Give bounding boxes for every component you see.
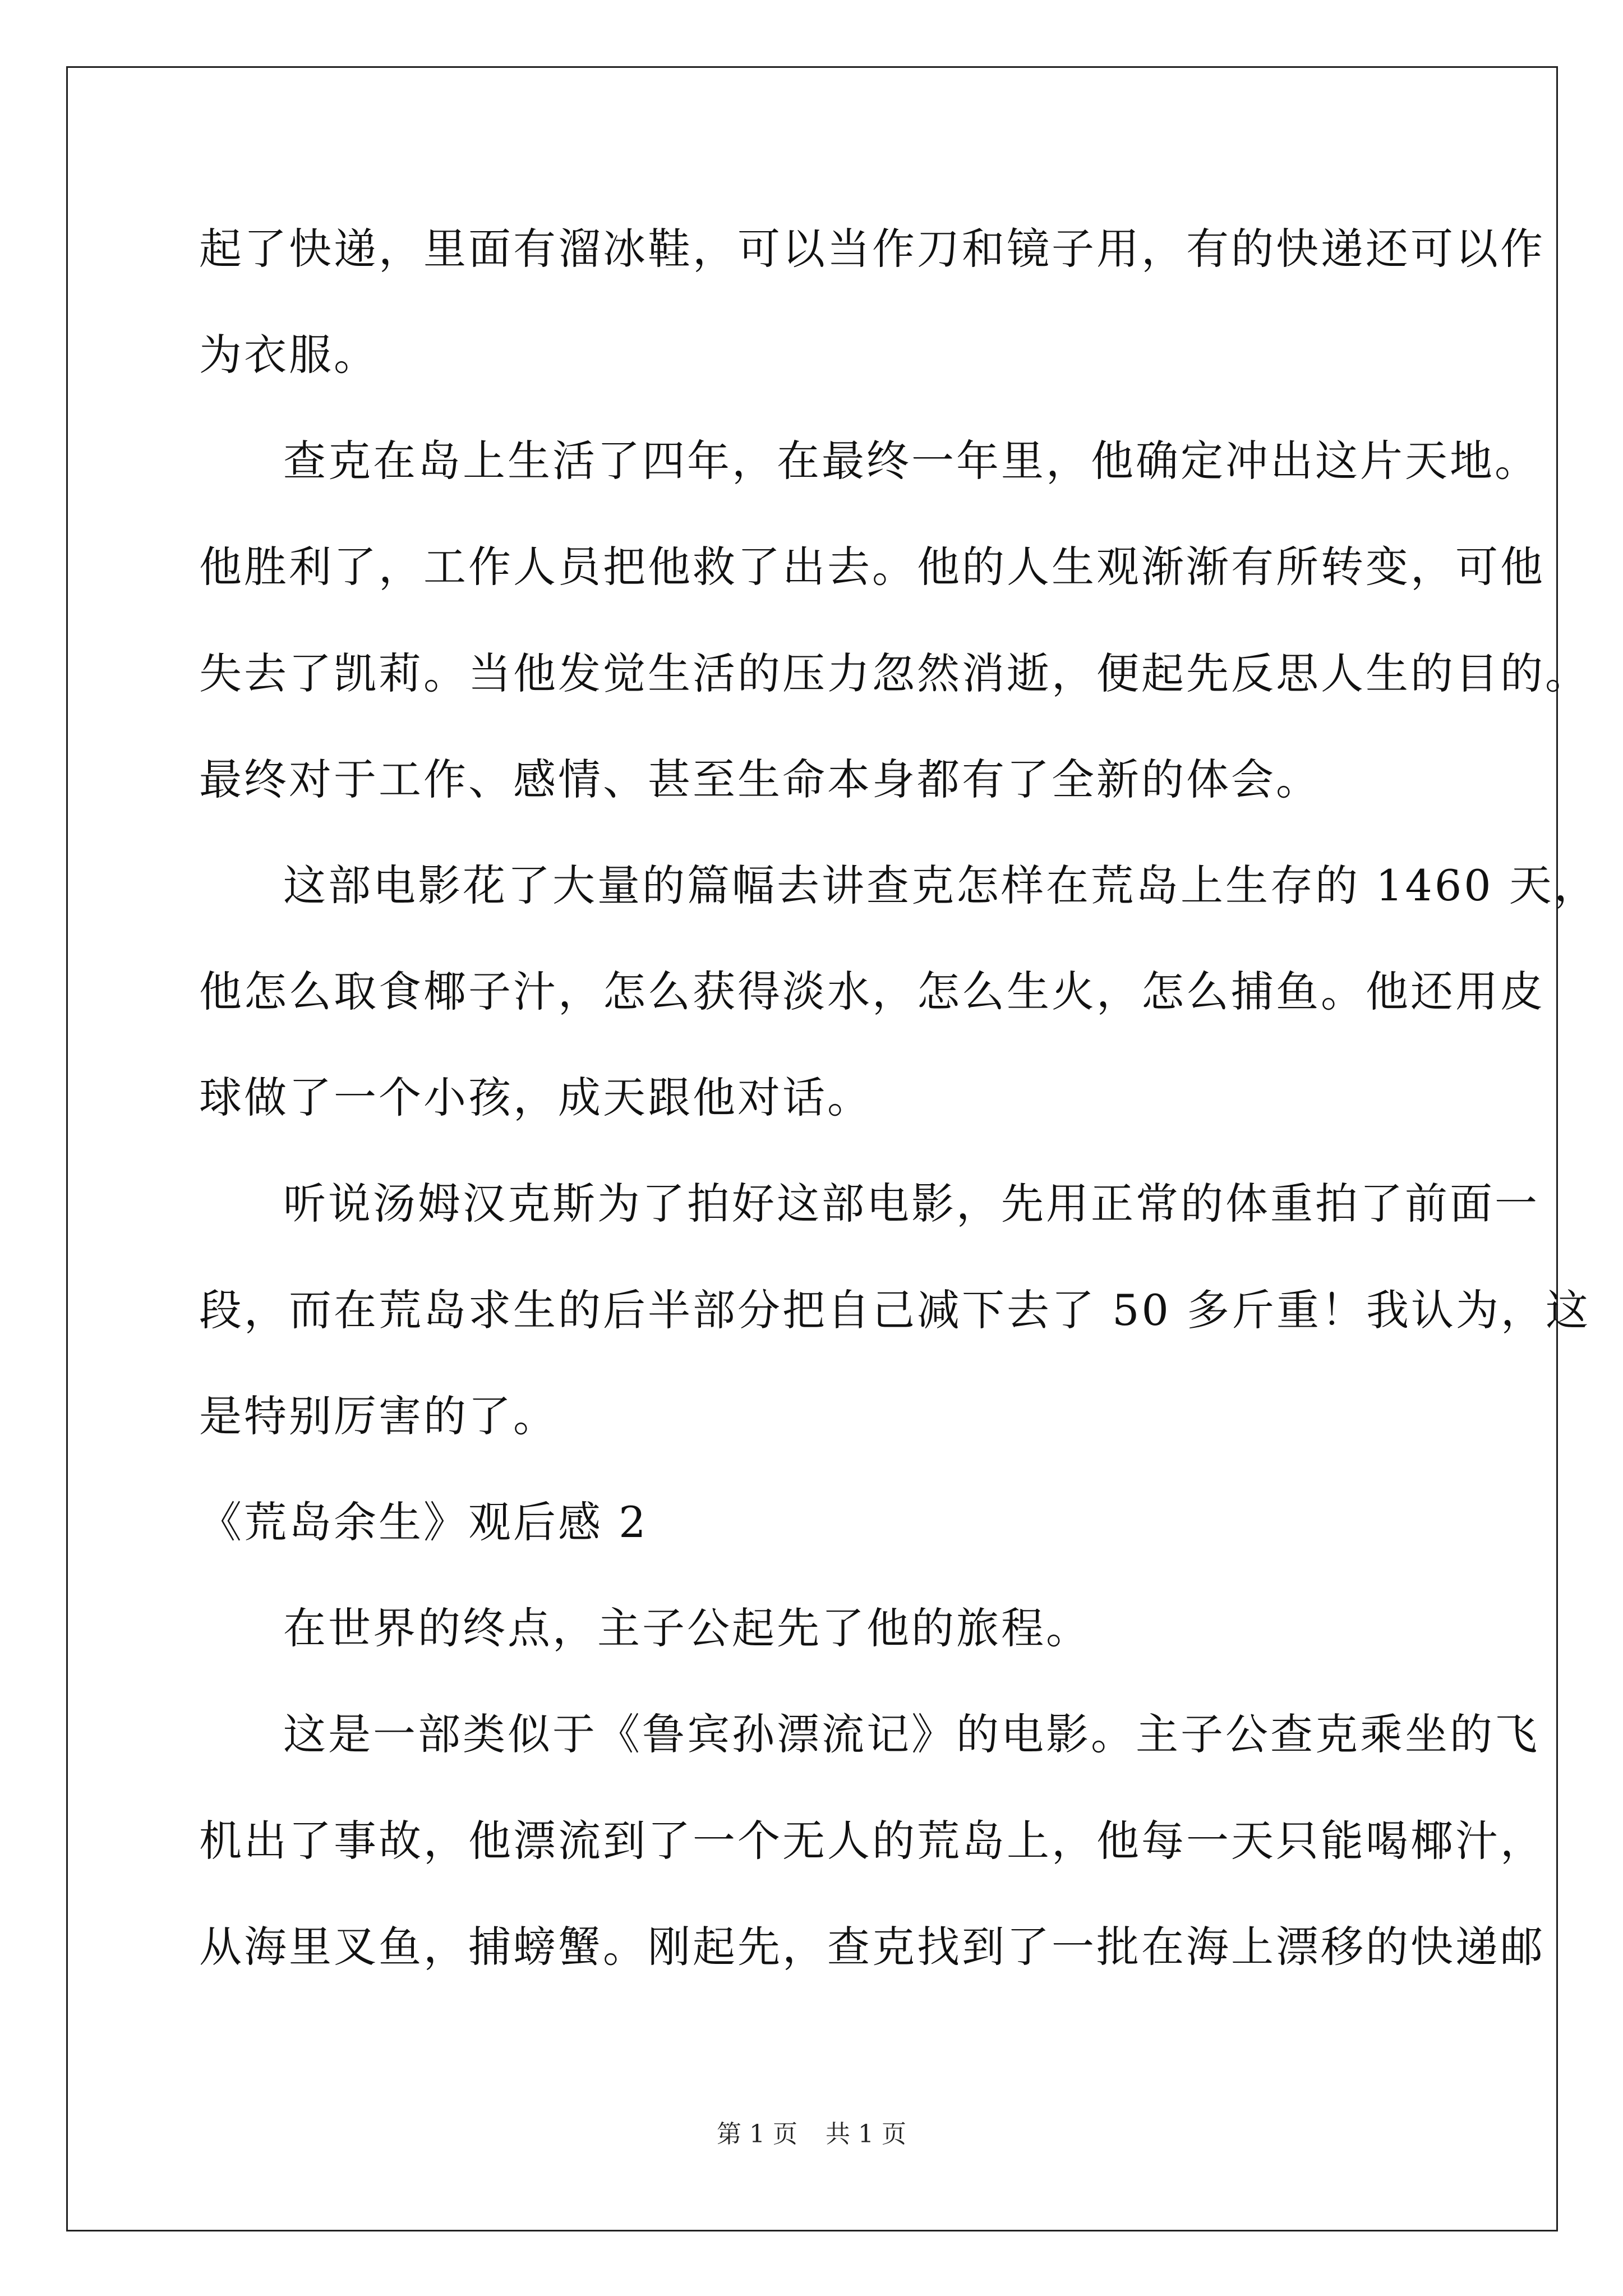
section-heading: 《荒岛余生》观后感 2 — [199, 1497, 648, 1547]
body-line: 起了快递，里面有溜冰鞋，可以当作刀和镜子用，有的快递还可以作 — [199, 224, 1545, 274]
paragraph-start-line: 听说汤姆汉克斯为了拍好这部电影，先用正常的体重拍了前面一 — [283, 1179, 1539, 1228]
paragraph-start-line: 在世界的终点，主子公起先了他的旅程。 — [283, 1603, 1091, 1653]
body-line: 他胜利了，工作人员把他救了出去。他的人生观渐渐有所转变，可他 — [199, 542, 1545, 592]
body-line: 他怎么取食椰子汁，怎么获得淡水，怎么生火，怎么捕鱼。他还用皮 — [199, 967, 1545, 1016]
body-line: 最终对于工作、感情、甚至生命本身都有了全新的体会。 — [199, 754, 1321, 804]
page-count: 共 1 页 — [826, 2120, 906, 2148]
body-line: 段，而在荒岛求生的后半部分把自己减下去了 50 多斤重！我认为，这 — [199, 1285, 1591, 1335]
page-number: 第 1 页 — [717, 2120, 797, 2148]
body-line: 为衣服。 — [199, 330, 379, 380]
body-line: 机出了事故，他漂流到了一个无人的荒岛上，他每一天只能喝椰汁， — [199, 1816, 1545, 1866]
body-line: 从海里叉鱼，捕螃蟹。刚起先，查克找到了一批在海上漂移的快递邮 — [199, 1922, 1545, 1972]
paragraph-start-line: 这是一部类似于《鲁宾孙漂流记》的电影。主子公查克乘坐的飞 — [283, 1709, 1539, 1759]
paragraph-start-line: 这部电影花了大量的篇幅去讲查克怎样在荒岛上生存的 1460 天， — [283, 861, 1599, 910]
body-line: 失去了凯莉。当他发觉生活的压力忽然消逝，便起先反思人生的目的。 — [199, 648, 1590, 698]
paragraph-start-line: 查克在岛上生活了四年，在最终一年里，他确定冲出这片天地。 — [283, 436, 1539, 486]
page-border — [66, 66, 1558, 2231]
body-line: 是特别厉害的了。 — [199, 1391, 558, 1441]
page-footer — [0, 2118, 1623, 2151]
body-line: 球做了一个小孩，成天跟他对话。 — [199, 1073, 872, 1122]
